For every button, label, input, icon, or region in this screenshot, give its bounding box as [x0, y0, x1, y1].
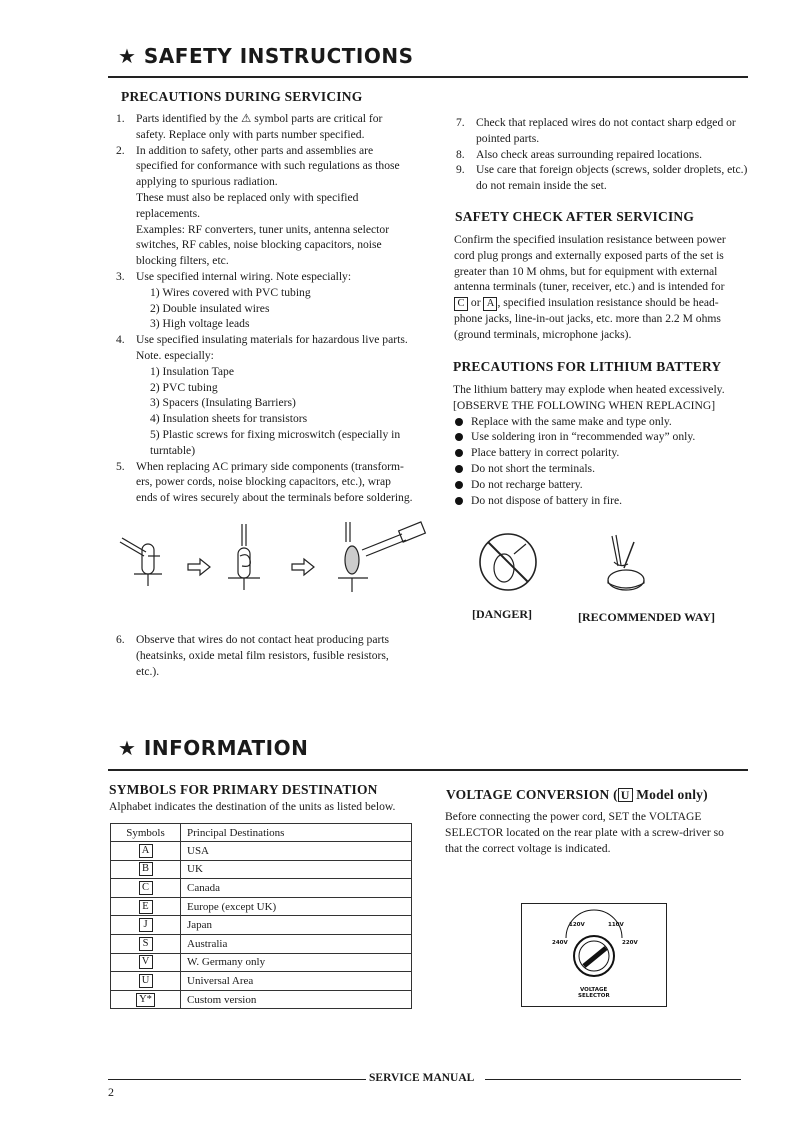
sub-item: 2) Double insulated wires [150, 301, 270, 315]
destination-cell: Canada [181, 879, 412, 898]
safety-check-text: Confirm the specified insulation resistance between power cord plug prongs and externally exposed parts of the set is greater than 10 M ohms, but for equipment with external antenna terminals (tuner, receiver, etc.) and is intended for C or A , specified insulation resistance should be head- phone jacks, line-in-out jacks, etc. more than 2.2 M ohms (ground terminals, microphone jacks). [454, 233, 726, 341]
danger-icon [474, 528, 544, 598]
footer-rule-right [485, 1079, 741, 1080]
section-divider [108, 769, 748, 771]
safety-title: ★ SAFETY INSTRUCTIONS [118, 44, 414, 68]
table-row [111, 916, 412, 935]
table-row [111, 842, 412, 861]
sub-item: 1) Wires covered with PVC tubing [150, 285, 311, 299]
list-item: Use soldering iron in “recommended way” only. [453, 429, 765, 445]
table-row [111, 953, 412, 972]
sub-item: turntable) [150, 443, 196, 457]
symbol-box: S [139, 937, 153, 951]
sub-item: 2) PVC tubing [150, 380, 218, 394]
list-item: 5. When replacing AC primary side components (transform- ers, power cords, noise blocking capacitors, etc.), wrap ends of wires securely about the terminals before soldering. [116, 459, 413, 505]
destination-cell: Universal Area [181, 972, 412, 991]
list-item: Replace with the same make and type only. [453, 414, 765, 430]
precautions-item-6 [116, 632, 428, 679]
voltage-heading: VOLTAGE CONVERSION ( U Model only) [446, 787, 708, 802]
footer-label: SERVICE MANUAL [369, 1072, 475, 1084]
list-item: 1. Parts identified by the ⚠ symbol parts are critical for safety. Replace only with parts number specified. [116, 112, 383, 141]
selector-label-1: VOLTAGE [580, 987, 608, 993]
voltage-text: Before connecting the power cord, SET the VOLTAGE SELECTOR located on the rear plate with a screw-driver so that the correct voltage is indicated. [445, 810, 724, 855]
list-item: 7. Check that replaced wires do not contact sharp edged or pointed parts. [456, 116, 736, 145]
table-row [111, 879, 412, 898]
label-220v: 220V [622, 940, 638, 946]
table-header: Symbols [111, 824, 181, 842]
label-240v: 240V [552, 940, 568, 946]
symbols-heading: SYMBOLS FOR PRIMARY DESTINATION [109, 782, 378, 797]
table-row [111, 897, 412, 916]
sub-item: 3) Spacers (Insulating Barriers) [150, 396, 296, 410]
symbol-box-c: C [454, 297, 468, 311]
destination-cell: Japan [181, 916, 412, 935]
table-row [111, 934, 412, 953]
list-item: Do not dispose of battery in fire. [453, 493, 765, 509]
symbols-intro: Alphabet indicates the destination of the units as listed below. [109, 800, 396, 813]
symbol-box: E [139, 900, 153, 914]
list-item: 4. Use specified insulating materials for hazardous live parts. Note. especially: 1) Insulation Tape 2) PVC tubing 3) Spacers (Insulating Barriers) 4) Insulation sheets for transistors 5) Plastic screws for fixing microswitch (especially in turntable) [116, 332, 428, 458]
table-row [111, 990, 412, 1009]
section-divider [108, 76, 748, 78]
list-item: 8. Also check areas surrounding repaired locations. [456, 147, 702, 161]
list-item: 6. Observe that wires do not contact heat producing parts (heatsinks, oxide metal film resistors, fusible resistors, etc.). [116, 633, 390, 678]
table-row [111, 860, 412, 879]
lithium-bullets [453, 414, 765, 509]
destination-cell: UK [181, 860, 412, 879]
sub-item: 5) Plastic screws for fixing microswitch (especially in [150, 427, 401, 441]
destination-cell: Custom version [181, 990, 412, 1009]
sub-item: 1) Insulation Tape [150, 364, 234, 378]
destination-cell: W. Germany only [181, 953, 412, 972]
label-120v: 120V [569, 922, 585, 928]
destination-table [110, 823, 412, 1009]
safety-check-heading: SAFETY CHECK AFTER SERVICING [455, 209, 695, 224]
symbol-box: Y* [136, 993, 155, 1007]
symbol-box: V [139, 955, 153, 969]
table-header: Principal Destinations [181, 824, 412, 842]
list-item: 2. In addition to safety, other parts and assemblies are specified for conformance with such regulations as those applying to spurious radiation. These must also be replaced only with specified replacements. Examples: RF converters, tuner units, antenna selector switches, RF cables, noise blocking capacitors, noise blocking filters, etc. [116, 143, 400, 268]
lithium-text: The lithium battery may explode when heated excessively. [OBSERVE THE FOLLOWING WHEN REPLACING] Replace with the same make and type only. Use soldering iron in “recommended way” only. Place battery in correct polarity. Do not short the terminals. Do not recharge battery. Do not dispose of battery in fire. [453, 382, 765, 508]
star-icon: ★ [118, 736, 137, 760]
label-110v: 110V [608, 922, 624, 928]
star-icon: ★ [118, 44, 137, 68]
destination-cell: Europe (except UK) [181, 897, 412, 916]
symbol-box-u: U [618, 788, 633, 802]
precautions-list [116, 111, 428, 506]
destination-cell: Australia [181, 934, 412, 953]
recommended-way-icon [594, 532, 654, 596]
selector-label-2: SELECTOR [578, 993, 610, 999]
symbol-box: J [139, 918, 153, 932]
symbol-box: C [139, 881, 153, 895]
information-title: ★ INFORMATION [118, 736, 309, 760]
sub-item: 4) Insulation sheets for transistors [150, 412, 308, 426]
symbol-box: U [139, 974, 153, 988]
wire-wrap-illustration [112, 520, 432, 600]
list-item: 3. Use specified internal wiring. Note especially: 1) Wires covered with PVC tubing 2) Double insulated wires 3) High voltage leads [116, 269, 428, 332]
lithium-heading: PRECAUTIONS FOR LITHIUM BATTERY [453, 359, 722, 374]
sub-item: 3) High voltage leads [150, 317, 250, 331]
table-row [111, 972, 412, 991]
symbol-box-a: A [483, 297, 497, 311]
list-item: 9. Use care that foreign objects (screws, solder droplets, etc.) do not remain inside the set. [456, 163, 748, 193]
precautions-heading: PRECAUTIONS DURING SERVICING [121, 89, 363, 104]
voltage-selector-panel [521, 903, 667, 1007]
list-item: Do not short the terminals. [453, 461, 765, 477]
precautions-list-continued [456, 115, 762, 194]
list-item: Place battery in correct polarity. [453, 445, 765, 461]
symbol-box: B [139, 862, 153, 876]
destination-cell: USA [181, 842, 412, 861]
page-number: 2 [108, 1085, 114, 1099]
table-header-row [111, 824, 412, 842]
danger-label: [DANGER] [472, 607, 532, 621]
list-item: Do not recharge battery. [453, 477, 765, 493]
symbol-box: A [139, 844, 153, 858]
voltage-selector-dial [522, 904, 665, 1005]
recommended-label: [RECOMMENDED WAY] [578, 610, 716, 624]
footer-rule-left [108, 1079, 366, 1080]
